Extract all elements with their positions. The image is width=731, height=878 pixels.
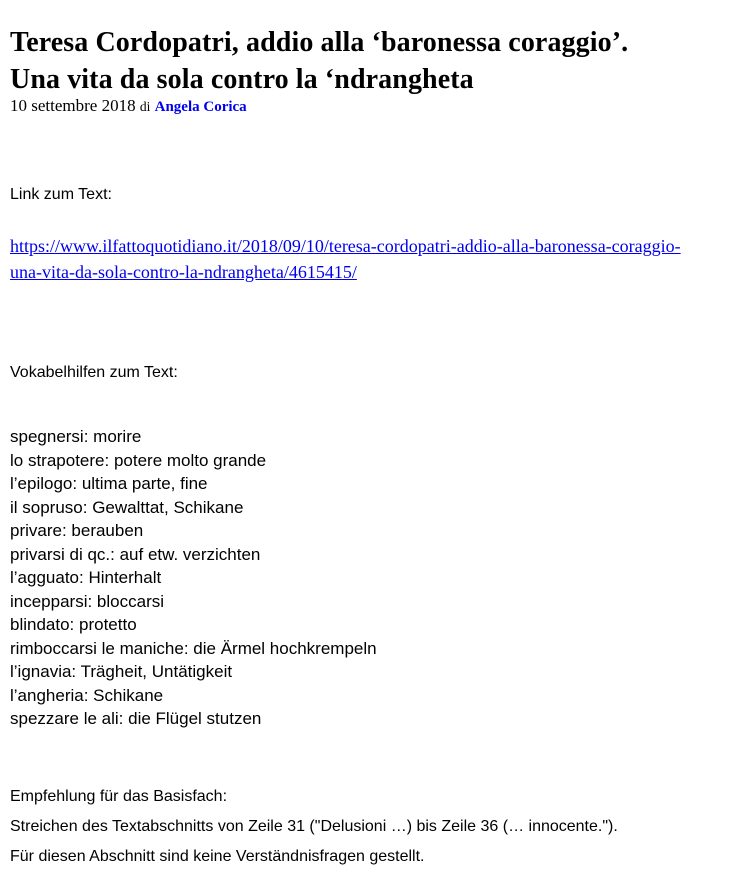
vocab-list (10, 425, 377, 731)
article-date: 10 settembre 2018 (10, 96, 136, 115)
link-section-label: Link zum Text: (10, 186, 112, 203)
author-link[interactable]: Angela Corica (154, 99, 247, 115)
article-url-link[interactable] (10, 233, 727, 285)
vocab-item: rimboccarsi le maniche: die Ärmel hochkrempeln (10, 638, 377, 658)
recommendation-line2: Für diesen Abschnitt sind keine Verständnisfragen gestellt. (10, 848, 425, 865)
vocab-item: l’angheria: Schikane (10, 685, 164, 705)
vocab-item: l’epilogo: ultima parte, fine (10, 474, 208, 493)
article-url-line2: una-vita-da-sola-contro-la-ndrangheta/4615415/ (10, 262, 357, 282)
vocab-item: spezzare le ali: die Flügel stutzen (10, 709, 262, 728)
recommendation-heading: Empfehlung für das Basisfach: (10, 788, 228, 805)
byline-preposition: di (139, 99, 151, 114)
vocab-item: lo strapotere: potere molto grande (10, 450, 267, 470)
vocab-item: privare: berauben (10, 521, 144, 540)
vocab-item: il sopruso: Gewalttat, Schikane (10, 497, 244, 517)
vocab-item: privarsi di qc.: auf etw. verzichten (10, 544, 261, 564)
vocab-item: l’agguato: Hinterhalt (10, 568, 162, 587)
vocab-item: l’ignavia: Trägheit, Untätigkeit (10, 662, 233, 681)
byline (10, 96, 247, 116)
vocab-item: incepparsi: bloccarsi (10, 591, 165, 611)
article-title (10, 24, 727, 98)
vocab-item: blindato: protetto (10, 615, 137, 634)
article-url-line1: https://www.ilfattoquotidiano.it/2018/09/10/teresa-cordopatri-addio-alla-baronessa-coraggio- (10, 236, 681, 256)
vocab-item: spegnersi: morire (10, 427, 142, 446)
article-title-line1: Teresa Cordopatri, addio alla ‘baronessa coraggio’. (10, 26, 629, 58)
article-title-line2: Una vita da sola contro la ‘ndrangheta (10, 63, 474, 95)
recommendation-line1: Streichen des Textabschnitts von Zeile 31 ("Delusioni …) bis Zeile 36 (… innocente."). (10, 818, 618, 835)
vocab-section-label: Vokabelhilfen zum Text: (10, 364, 178, 381)
